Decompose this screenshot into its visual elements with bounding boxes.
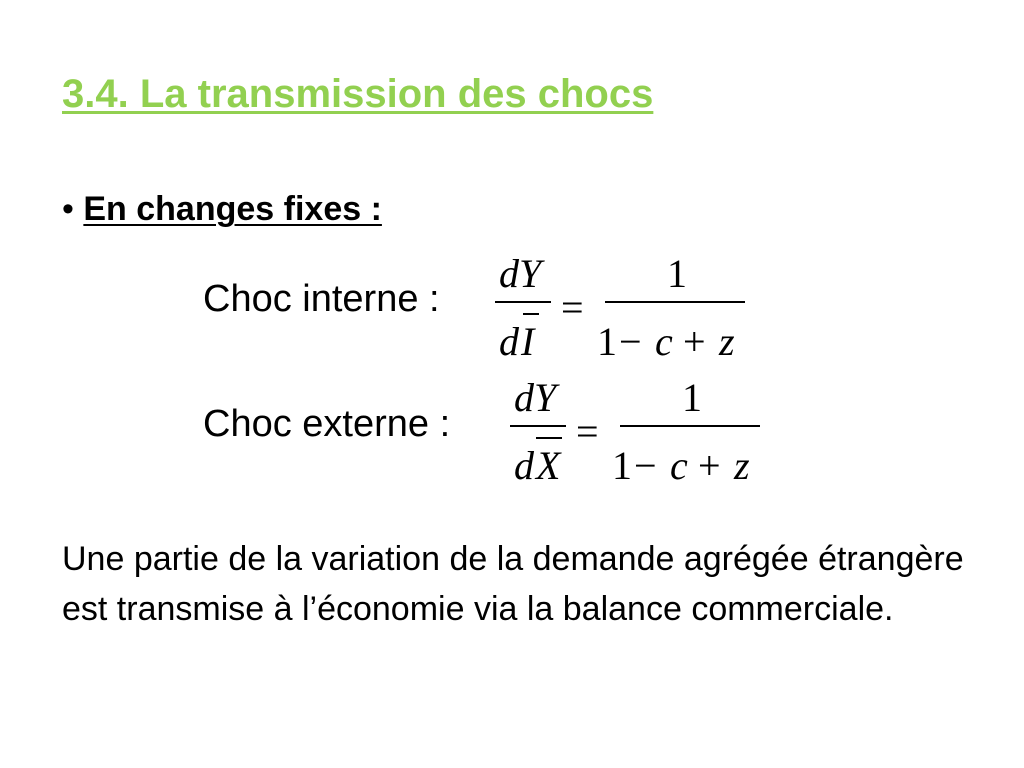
rhs-term: c <box>655 319 673 364</box>
variable-overbar <box>536 437 562 439</box>
rhs-operator: − <box>634 443 657 488</box>
rhs-operator: + <box>698 443 721 488</box>
formula-external-shock <box>508 376 768 486</box>
variable-overbar <box>523 313 539 315</box>
rhs-term: c <box>670 443 688 488</box>
bullet-symbol: • <box>62 190 74 228</box>
formula-denominator-d: d <box>514 443 534 488</box>
formula-numerator: dY <box>499 251 542 296</box>
formula-denominator-d: d <box>499 319 519 364</box>
fraction-bar <box>495 301 551 303</box>
fraction-bar <box>620 425 760 427</box>
rhs-term: 1 <box>597 319 617 364</box>
formula-denominator-variable: X <box>536 443 561 488</box>
rhs-operator: + <box>683 319 706 364</box>
rhs-term: 1 <box>612 443 632 488</box>
bullet-item <box>62 190 382 229</box>
fraction-bar <box>510 425 566 427</box>
body-paragraph: Une partie de la variation de la demande agrégée étrangère est transmise à l’économie via la balance commerciale. <box>62 540 964 628</box>
fraction-bar <box>605 301 745 303</box>
equals-sign: = <box>561 285 584 330</box>
rhs-term: z <box>719 319 735 364</box>
rhs-numerator: 1 <box>682 375 702 420</box>
formula-numerator: dY <box>514 375 557 420</box>
equals-sign: = <box>576 409 599 454</box>
rhs-term: z <box>734 443 750 488</box>
slide-title: 3.4. La transmission des chocs <box>62 72 654 116</box>
formula-internal-shock <box>493 252 753 362</box>
bullet-heading: En changes fixes : <box>83 190 382 228</box>
formula-denominator-variable: I <box>521 319 535 364</box>
equation-label-internal: Choc interne : <box>203 278 440 320</box>
rhs-numerator: 1 <box>667 251 687 296</box>
equation-label-external: Choc externe : <box>203 403 451 445</box>
rhs-operator: − <box>619 319 642 364</box>
